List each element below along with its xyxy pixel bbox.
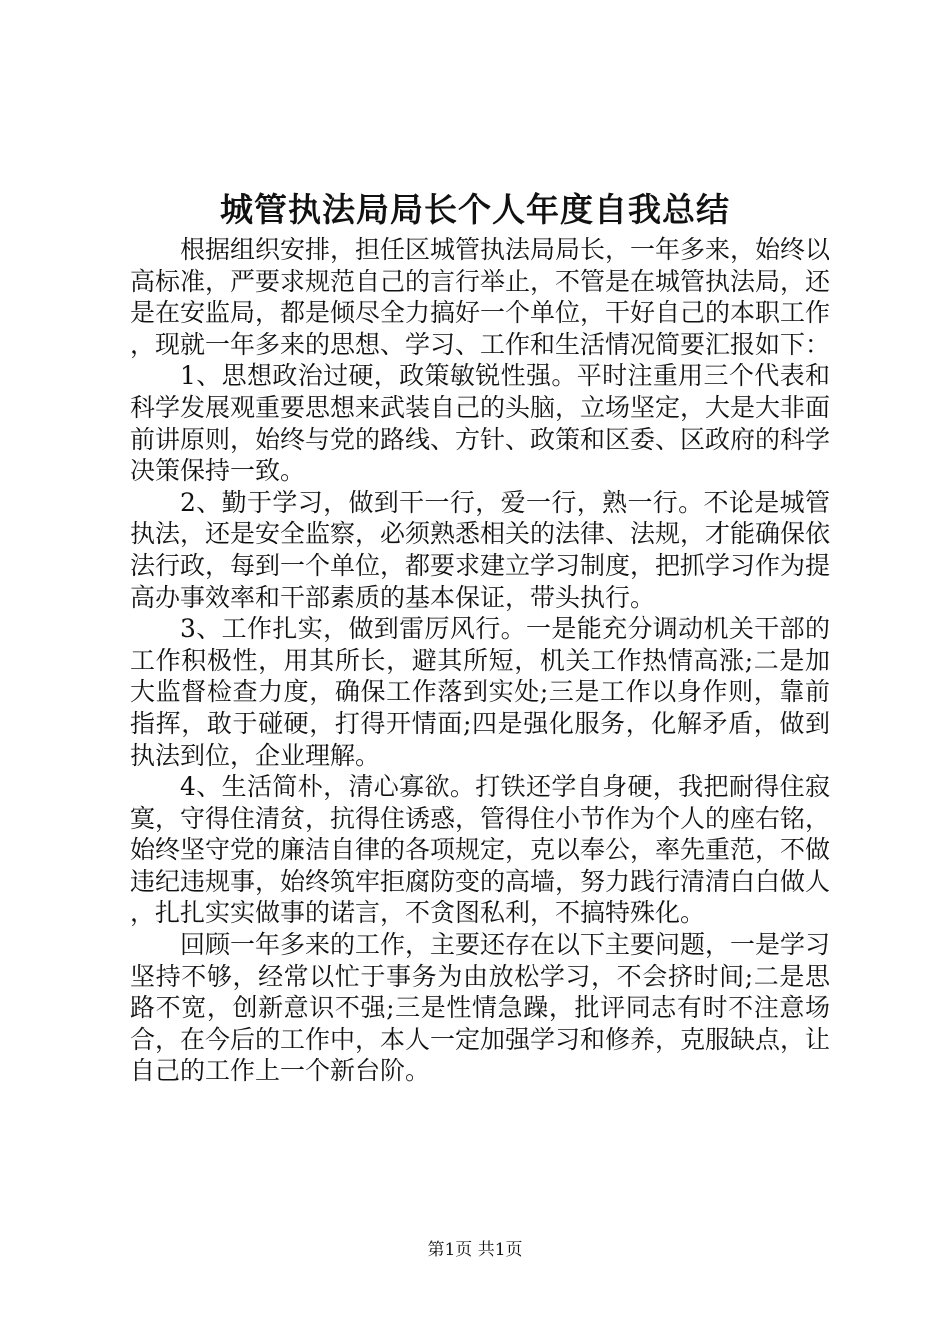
page-footer: 第1页 共1页: [427, 1240, 523, 1260]
paragraph-review: 回顾一年多来的工作，主要还存在以下主要问题，一是学习坚持不够，经常以忙于事务为由放松学习，不会挤时间;二是思路不宽，创新意识不强;三是性情急躁，批评同志有时不注意场合，在今后的工作中，本人一定加强学习和修养，克服缺点，让自己的工作上一个新台阶。: [130, 930, 831, 1086]
paragraph-point-2: 2、勤于学习，做到干一行，爱一行，熟一行。不论是城管执法，还是安全监察，必须熟悉相关的法律、法规，才能确保依法行政，每到一个单位，都要求建立学习制度，把抓学习作为提高办事效率和干部素质的基本保证，带头执行。: [130, 487, 831, 612]
document-title: 城管执法局局长个人年度自我总结: [220, 190, 730, 229]
paragraph-point-4: 4、生活简朴，清心寡欲。打铁还学自身硬，我把耐得住寂寞，守得住清贫，抗得住诱惑，管得住小节作为个人的座右铭，始终坚守党的廉洁自律的各项规定，克以奉公，率先重范，不做违纪违规事，始终筑牢拒腐防变的高墙，努力践行清清白白做人，扎扎实实做事的诺言，不贪图私利，不搞特殊化。: [130, 772, 831, 928]
paragraph-point-3: 3、工作扎实，做到雷厉风行。一是能充分调动机关干部的工作积极性，用其所长，避其所短，机关工作热情高涨;二是加大监督检查力度，确保工作落到实处;三是工作以身作则，靠前指挥，敢于碰硬，打得开情面;四是强化服务，化解矛盾，做到执法到位，企业理解。: [130, 614, 830, 770]
paragraph-intro: 根据组织安排，担任区城管执法局局长，一年多来，始终以高标准，严要求规范自己的言行举止，不管是在城管执法局，还是在安监局，都是倾尽全力搞好一个单位，干好自己的本职工作，现就一年多来的思想、学习、工作和生活情况简要汇报如下：: [130, 235, 831, 359]
document-body: [130, 234, 830, 1087]
paragraph-point-1: 1、思想政治过硬，政策敏锐性强。平时注重用三个代表和科学发展观重要思想来武装自己的头脑，立场坚定，大是大非面前讲原则，始终与党的路线、方针、政策和区委、区政府的科学决策保持一致。: [130, 361, 831, 486]
